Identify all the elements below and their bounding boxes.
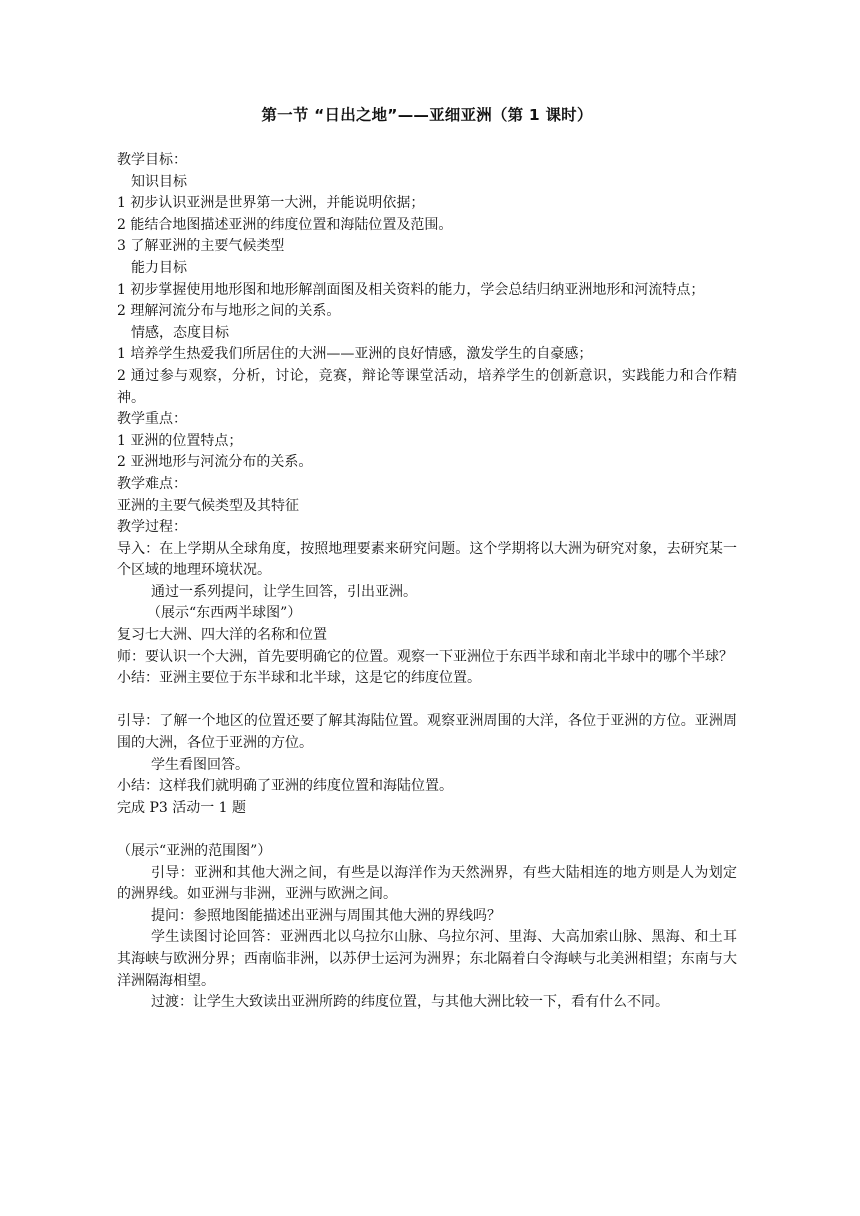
document-page bbox=[117, 0, 737, 1216]
text-line: 1 初步掌握使用地形图和地形解剖面图及相关资料的能力，学会总结归纳亚洲地形和河流特点； bbox=[117, 281, 705, 298]
text-line: 教学目标： bbox=[117, 152, 187, 168]
text-line: 知识目标 bbox=[131, 173, 187, 190]
text-line: 教学过程： bbox=[117, 519, 187, 536]
text-line: 2 理解河流分布与地形之间的关系。 bbox=[117, 303, 341, 320]
text-line: 教学重点： bbox=[117, 411, 187, 428]
text-line: 通过一系列提问，让学生回答，引出亚洲。 bbox=[151, 583, 417, 600]
text-line: 师：要认识一个大洲，首先要明确它的位置。观察一下亚洲位于东西半球和南北半球中的哪个半球？ bbox=[117, 648, 733, 665]
text-line: 1 培养学生热爱我们所居住的大洲——亚洲的良好情感，激发学生的自豪感； bbox=[117, 346, 593, 363]
text-line: 学生读图讨论回答：亚洲西北以乌拉尔山脉、乌拉尔河、里海、大高加索山脉、黑海、和土耳其海峡与欧洲分界；西南临非洲，以苏伊士运河为洲界；东北隔着白令海峡与北美洲相望；东南与大洋洲隔海相望。 bbox=[117, 929, 737, 989]
text-line: （展示“亚洲的范围图”） bbox=[117, 843, 272, 859]
text-line: 小结：这样我们就明确了亚洲的纬度位置和海陆位置。 bbox=[117, 778, 453, 795]
text-line: 2 能结合地图描述亚洲的纬度位置和海陆位置及范围。 bbox=[117, 216, 453, 233]
text-line: 学生看图回答。 bbox=[151, 756, 249, 773]
text-line: （展示“东西两半球图”） bbox=[147, 605, 302, 622]
text-line: 引导：了解一个地区的位置还要了解其海陆位置。观察亚洲周围的大洋，各位于亚洲的方位。亚洲周围的大洲，各位于亚洲的方位。 bbox=[117, 713, 737, 752]
text-line: 完成 P3 活动一 1 题 bbox=[117, 799, 247, 816]
text-line: 3 了解亚洲的主要气候类型 bbox=[117, 238, 285, 255]
blank-line bbox=[117, 690, 737, 712]
text-line: 情感，态度目标 bbox=[131, 324, 229, 341]
text-line: 复习七大洲、四大洋的名称和位置 bbox=[117, 627, 327, 644]
text-line: 亚洲的主要气候类型及其特征 bbox=[117, 497, 299, 514]
text-line: 1 亚洲的位置特点； bbox=[117, 432, 243, 449]
document-body bbox=[117, 150, 737, 1014]
text-line: 教学难点： bbox=[117, 475, 187, 492]
text-line: 能力目标 bbox=[131, 259, 187, 276]
text-line: 提问：参照地图能描述出亚洲与周围其他大洲的界线吗？ bbox=[151, 907, 501, 924]
blank-line bbox=[117, 819, 737, 841]
text-line: 1 初步认识亚洲是世界第一大洲，并能说明依据； bbox=[117, 195, 425, 212]
document-title: 第一节 “日出之地”——亚细亚洲（第 1 课时） bbox=[261, 106, 593, 124]
text-line: 小结：亚洲主要位于东半球和北半球，这是它的纬度位置。 bbox=[117, 670, 481, 687]
text-line: 导入：在上学期从全球角度，按照地理要素来研究问题。这个学期将以大洲为研究对象，去研究某一个区域的地理环境状况。 bbox=[117, 540, 737, 579]
text-line: 2 通过参与观察，分析，讨论，竞赛，辩论等课堂活动，培养学生的创新意识，实践能力和合作精神。 bbox=[117, 367, 737, 406]
text-line: 引导：亚洲和其他大洲之间，有些是以海洋作为天然洲界，有些大陆相连的地方则是人为划定的洲界线。如亚洲与非洲，亚洲与欧洲之间。 bbox=[117, 864, 737, 903]
text-line: 2 亚洲地形与河流分布的关系。 bbox=[117, 454, 313, 471]
text-line: 过渡：让学生大致读出亚洲所跨的纬度位置，与其他大洲比较一下，看有什么不同。 bbox=[151, 994, 669, 1011]
